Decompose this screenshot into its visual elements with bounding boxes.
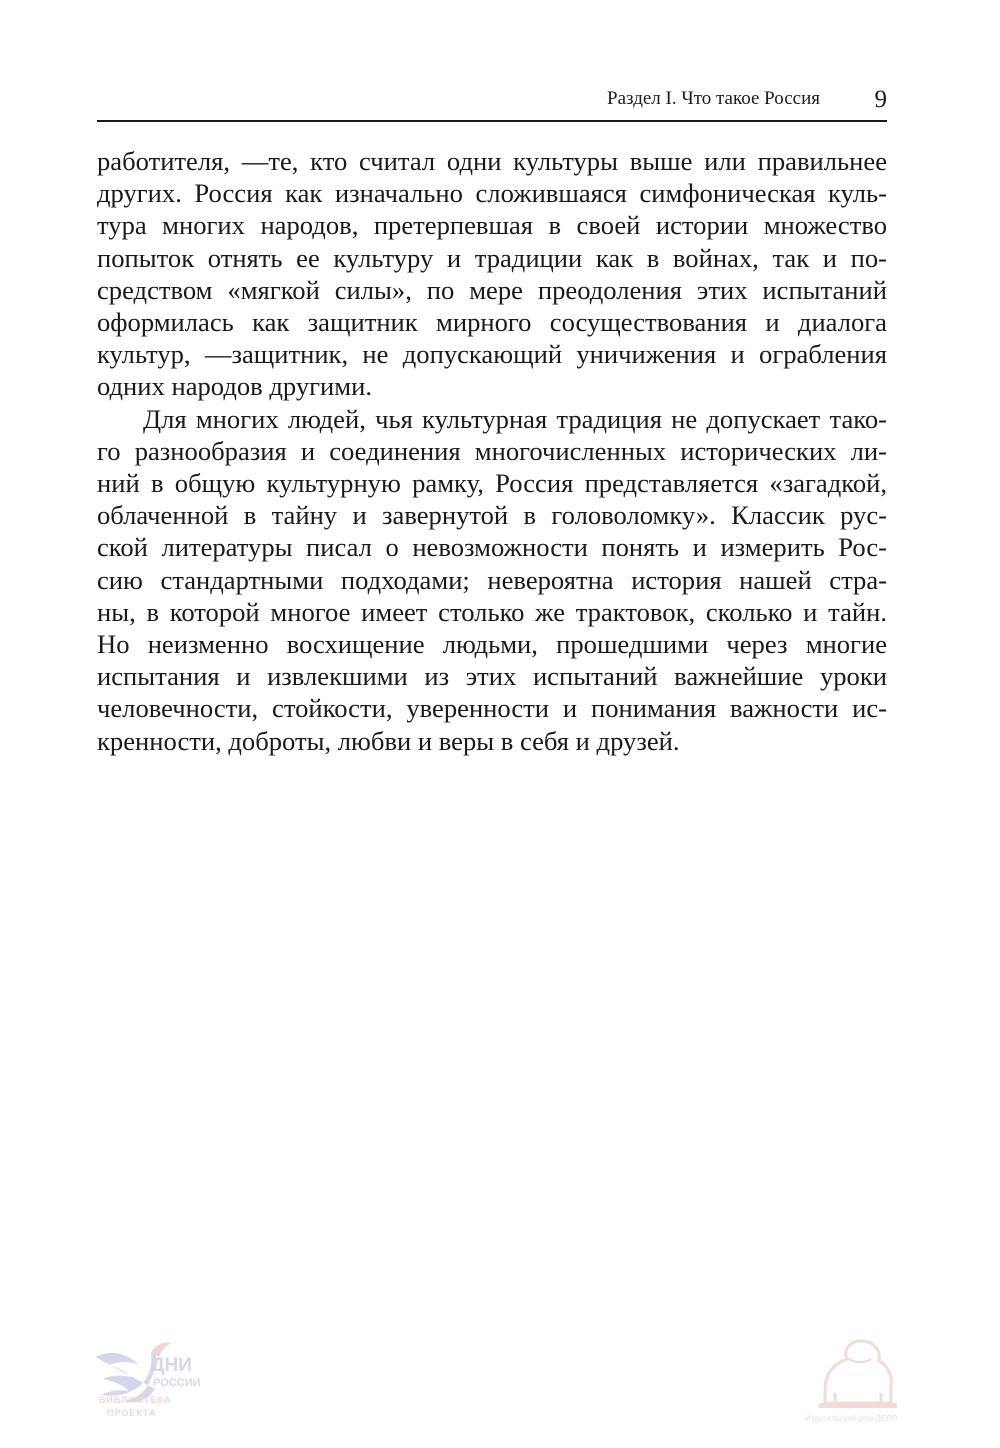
text-line: Для многих людей, чья культурная традиция не допускает тако- bbox=[143, 403, 887, 434]
text-line: тура многих народов, претерпевшая в своей истории множество bbox=[97, 210, 887, 241]
text-line: попыток отнять ее культуру и традиции как в войнах, так и по- bbox=[97, 242, 887, 273]
text-line: других. Россия как изначально сложившаяся симфоническая куль- bbox=[97, 178, 887, 209]
text-line: культур, —защитник, не допускающий уничижения и ограбления bbox=[97, 339, 887, 370]
watermark-caption: БИБЛИОТЕКА bbox=[99, 1395, 172, 1405]
section-title: Раздел I. Что такое Россия bbox=[607, 88, 820, 109]
text-line: Но неизменно восхищение людьми, прошедшими через многие bbox=[97, 629, 887, 660]
text-line: облаченной в тайну и завернутой в головоломку». Классик рус- bbox=[97, 500, 887, 531]
text-line: одних народов другими. bbox=[97, 371, 372, 402]
text-line: сию стандартными подходами; невероятна история нашей стра- bbox=[97, 564, 887, 595]
watermark-caption: ПРОЕКТА bbox=[107, 1408, 157, 1418]
text-line: средством «мягкой силы», по мере преодоления этих испытаний bbox=[97, 274, 887, 305]
text-line: человечности, стойкости, уверенности и понимания важности ис- bbox=[97, 693, 887, 724]
text-line: оформилась как защитник мирного сосуществования и диалога bbox=[97, 307, 887, 338]
lion-emblem-icon bbox=[805, 1333, 915, 1413]
text-line: работителя, —те, кто считал одни культуры выше или правильнее bbox=[97, 146, 887, 176]
running-header bbox=[97, 82, 887, 122]
watermark-title: ДНИ bbox=[151, 1355, 192, 1376]
page-number: 9 bbox=[874, 86, 887, 113]
paragraph-1 bbox=[97, 145, 887, 403]
text-line: ний в общую культурную рамку, Россия представляется «загадкой, bbox=[97, 468, 887, 499]
publisher-watermark-logo bbox=[805, 1333, 915, 1428]
text-line: кренности, доброты, любви и веры в себя и друзей. bbox=[97, 725, 680, 756]
text-line: го разнообразия и соединения многочисленных исторических ли- bbox=[97, 435, 887, 466]
text-line: испытания и извлекшими из этих испытаний важнейшие уроки bbox=[97, 661, 887, 692]
text-line: ны, в которой многое имеет столько же трактовок, сколько и тайн. bbox=[97, 596, 887, 627]
watermark-subtitle: РОССИИ bbox=[153, 1377, 201, 1389]
publisher-caption: Издательский дом ДЕЛО bbox=[805, 1414, 898, 1423]
body-text bbox=[97, 145, 887, 757]
paragraph-2 bbox=[97, 403, 887, 757]
dni-rossii-watermark-logo bbox=[93, 1335, 208, 1425]
text-line: ской литературы писал о невозможности понять и измерить Рос- bbox=[97, 532, 887, 563]
